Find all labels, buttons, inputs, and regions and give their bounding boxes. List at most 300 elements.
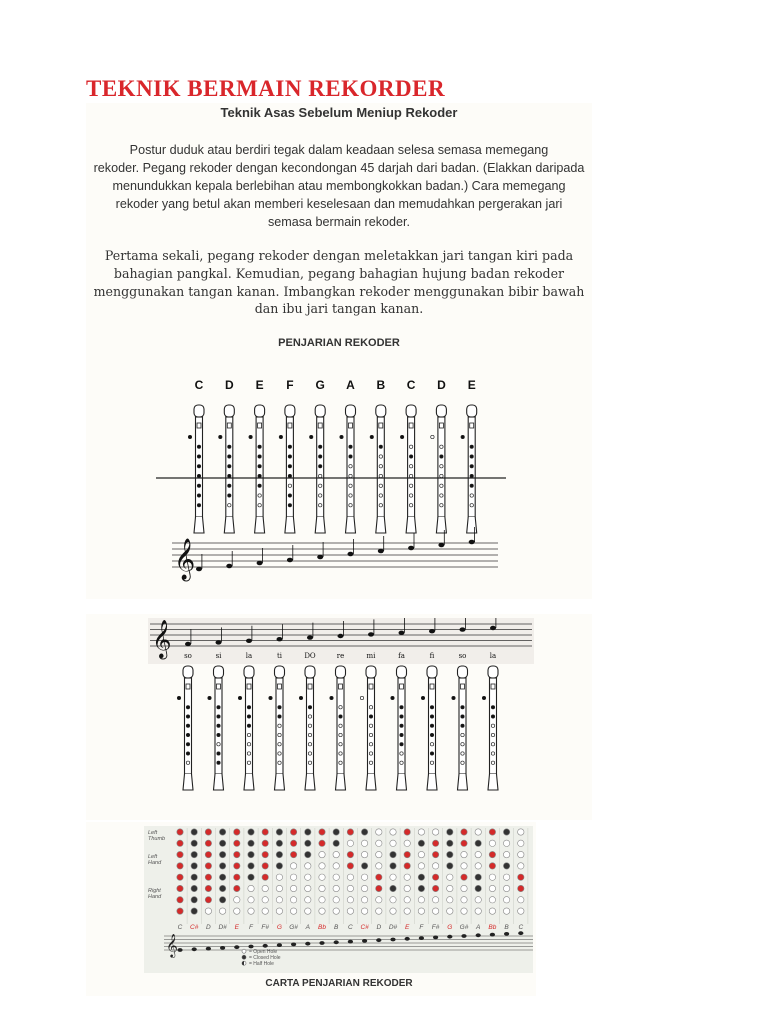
paragraph-line: Pertama sekali, pegang rekoder dengan meletakkan jari tangan kiri pada xyxy=(104,248,574,263)
recorder-icon xyxy=(421,666,437,790)
solfa-label: so xyxy=(458,652,467,660)
closed-hole xyxy=(333,840,339,846)
music-note xyxy=(518,931,523,935)
closed-hole xyxy=(491,715,494,718)
music-note xyxy=(277,943,282,947)
open-hole xyxy=(319,474,322,477)
closed-hole xyxy=(333,829,339,835)
open-hole xyxy=(290,885,296,891)
music-note xyxy=(390,938,395,942)
open-hole xyxy=(319,484,322,487)
closed-hole xyxy=(430,706,433,709)
recorder-icon xyxy=(461,405,477,533)
closed-hole xyxy=(518,885,524,891)
recorder-icon xyxy=(177,666,193,790)
open-hole xyxy=(430,761,433,764)
open-hole xyxy=(349,504,352,507)
open-hole xyxy=(376,840,382,846)
closed-hole xyxy=(205,840,211,846)
open-hole xyxy=(333,897,339,903)
open-hole xyxy=(418,908,424,914)
closed-hole xyxy=(228,465,231,468)
open-hole xyxy=(489,840,495,846)
fingering-chart-full xyxy=(144,826,533,973)
open-hole xyxy=(390,897,396,903)
open-hole xyxy=(461,851,467,857)
closed-hole xyxy=(219,897,225,903)
open-hole xyxy=(333,908,339,914)
open-hole xyxy=(430,743,433,746)
closed-hole xyxy=(177,696,180,699)
open-hole xyxy=(376,897,382,903)
open-hole xyxy=(390,874,396,880)
open-hole xyxy=(217,743,220,746)
music-note xyxy=(405,937,410,941)
closed-hole xyxy=(186,715,189,718)
music-note xyxy=(504,932,509,936)
closed-hole xyxy=(305,829,311,835)
closed-hole xyxy=(319,840,325,846)
closed-hole xyxy=(197,484,200,487)
open-hole xyxy=(431,435,434,438)
open-hole xyxy=(369,761,372,764)
closed-hole xyxy=(432,840,438,846)
closed-hole xyxy=(489,863,495,869)
recorder-icon xyxy=(482,666,498,790)
open-hole xyxy=(278,752,281,755)
closed-hole xyxy=(288,445,291,448)
closed-hole xyxy=(191,885,197,891)
closed-hole xyxy=(205,885,211,891)
closed-hole xyxy=(290,840,296,846)
closed-hole xyxy=(470,484,473,487)
open-hole xyxy=(409,484,412,487)
open-hole xyxy=(461,908,467,914)
closed-hole xyxy=(186,752,189,755)
open-hole xyxy=(432,897,438,903)
open-hole xyxy=(503,874,509,880)
music-note xyxy=(291,943,296,947)
closed-hole xyxy=(400,724,403,727)
open-hole xyxy=(503,885,509,891)
closed-hole xyxy=(219,829,225,835)
open-hole xyxy=(489,885,495,891)
open-hole xyxy=(376,851,382,857)
music-note xyxy=(248,945,253,949)
open-hole xyxy=(308,761,311,764)
closed-hole xyxy=(288,474,291,477)
open-hole xyxy=(276,908,282,914)
open-hole xyxy=(339,706,342,709)
closed-hole xyxy=(191,908,197,914)
open-hole xyxy=(369,706,372,709)
closed-hole xyxy=(390,885,396,891)
closed-hole xyxy=(219,851,225,857)
note-name: G xyxy=(447,924,453,931)
music-note xyxy=(460,627,466,631)
closed-hole xyxy=(447,840,453,846)
closed-hole xyxy=(228,455,231,458)
closed-hole xyxy=(470,474,473,477)
open-hole xyxy=(491,733,494,736)
open-hole xyxy=(447,874,453,880)
open-hole xyxy=(404,885,410,891)
closed-hole xyxy=(205,874,211,880)
closed-hole xyxy=(177,885,183,891)
open-hole xyxy=(518,851,524,857)
music-note xyxy=(447,935,452,939)
open-hole xyxy=(290,908,296,914)
music-note xyxy=(185,642,191,646)
closed-hole xyxy=(432,851,438,857)
open-hole xyxy=(379,494,382,497)
open-hole xyxy=(347,885,353,891)
recorder-icon xyxy=(279,405,295,533)
music-note xyxy=(317,555,323,560)
paragraph-line: dan ibu jari tangan kanan. xyxy=(254,301,424,317)
music-note xyxy=(378,549,384,554)
open-hole xyxy=(349,465,352,468)
closed-hole xyxy=(475,885,481,891)
closed-hole xyxy=(390,851,396,857)
recorder-icon xyxy=(431,405,447,533)
closed-hole xyxy=(186,733,189,736)
closed-hole xyxy=(369,715,372,718)
section-heading: PENJARIAN REKODER xyxy=(278,337,400,349)
closed-hole xyxy=(489,829,495,835)
open-hole-icon xyxy=(242,949,246,953)
closed-hole xyxy=(404,863,410,869)
note-name: G# xyxy=(289,924,298,931)
closed-hole xyxy=(475,840,481,846)
open-hole xyxy=(440,504,443,507)
paragraph-posture xyxy=(86,141,592,231)
open-hole xyxy=(409,465,412,468)
open-hole xyxy=(361,908,367,914)
music-note xyxy=(338,634,344,638)
paragraph-line: Postur duduk atau berdiri tegak dalam keadaan selesa semasa memegang xyxy=(129,143,549,157)
music-note xyxy=(196,567,202,572)
open-hole xyxy=(262,908,268,914)
closed-hole xyxy=(461,829,467,835)
music-note xyxy=(334,940,339,944)
open-hole xyxy=(361,874,367,880)
open-hole xyxy=(333,863,339,869)
note-name: B xyxy=(504,924,509,931)
treble-clef-icon: 𝄞 xyxy=(166,933,178,957)
paragraph-holding xyxy=(86,247,592,318)
open-hole xyxy=(404,897,410,903)
music-note xyxy=(206,947,211,951)
closed-hole xyxy=(290,829,296,835)
closed-hole xyxy=(319,455,322,458)
open-hole xyxy=(432,863,438,869)
music-note xyxy=(307,635,313,639)
open-hole xyxy=(319,908,325,914)
open-hole xyxy=(339,724,342,727)
solfa-label: la xyxy=(245,652,253,660)
closed-hole xyxy=(390,863,396,869)
open-hole xyxy=(440,484,443,487)
open-hole xyxy=(461,885,467,891)
note-name: F# xyxy=(261,924,269,931)
closed-hole xyxy=(347,863,353,869)
open-hole xyxy=(461,733,464,736)
closed-hole xyxy=(247,715,250,718)
closed-hole xyxy=(205,897,211,903)
closed-hole xyxy=(276,829,282,835)
closed-hole xyxy=(228,484,231,487)
closed-hole xyxy=(191,851,197,857)
closed-hole xyxy=(247,724,250,727)
open-hole xyxy=(228,504,231,507)
open-hole xyxy=(290,874,296,880)
open-hole xyxy=(409,494,412,497)
note-label: C xyxy=(194,378,204,392)
note-name: G# xyxy=(459,924,469,931)
open-hole xyxy=(379,484,382,487)
closed-hole xyxy=(400,706,403,709)
treble-clef-icon: 𝄞 xyxy=(152,619,172,658)
music-note xyxy=(192,947,197,951)
open-hole xyxy=(319,504,322,507)
closed-hole xyxy=(234,851,240,857)
row-label: Left xyxy=(148,854,158,860)
closed-hole xyxy=(276,863,282,869)
open-hole xyxy=(278,733,281,736)
closed-hole xyxy=(452,696,455,699)
open-hole xyxy=(390,908,396,914)
music-note xyxy=(226,564,232,569)
closed-hole xyxy=(219,435,222,438)
open-hole xyxy=(461,897,467,903)
open-hole xyxy=(461,863,467,869)
open-hole xyxy=(475,851,481,857)
closed-hole xyxy=(379,445,382,448)
closed-hole xyxy=(278,706,281,709)
music-note xyxy=(461,934,466,938)
legend-label: = Closed Hole xyxy=(249,955,281,961)
music-note xyxy=(419,936,424,940)
closed-hole xyxy=(217,752,220,755)
closed-hole xyxy=(440,455,443,458)
closed-hole xyxy=(276,851,282,857)
music-note xyxy=(257,561,263,566)
open-hole xyxy=(234,908,240,914)
open-hole xyxy=(319,494,322,497)
open-hole xyxy=(404,908,410,914)
closed-hole xyxy=(247,706,250,709)
open-hole xyxy=(276,874,282,880)
open-hole xyxy=(461,752,464,755)
open-hole xyxy=(333,874,339,880)
note-name: C xyxy=(518,924,524,931)
closed-hole xyxy=(197,474,200,477)
closed-hole xyxy=(430,733,433,736)
closed-hole xyxy=(461,706,464,709)
closed-hole xyxy=(228,445,231,448)
row-label: Right xyxy=(148,888,161,894)
closed-hole xyxy=(418,885,424,891)
closed-hole xyxy=(299,696,302,699)
paragraph-line: semasa bermain rekoder. xyxy=(267,215,411,230)
closed-hole xyxy=(262,851,268,857)
solfa-label: la xyxy=(489,652,497,660)
open-hole xyxy=(518,863,524,869)
closed-hole xyxy=(447,829,453,835)
closed-hole xyxy=(305,840,311,846)
music-note xyxy=(362,939,367,943)
closed-hole xyxy=(186,724,189,727)
open-hole xyxy=(361,851,367,857)
recorder-icon xyxy=(238,666,254,790)
open-hole xyxy=(347,840,353,846)
closed-hole xyxy=(278,715,281,718)
closed-hole xyxy=(518,874,524,880)
row-label: Left xyxy=(148,830,158,836)
paragraph-line: rekoder. Pegang rekoder dengan kecondongan 45 darjah dari badan. (Elakkan daripada xyxy=(93,161,585,176)
open-hole xyxy=(349,494,352,497)
open-hole xyxy=(475,897,481,903)
open-hole xyxy=(390,840,396,846)
open-hole xyxy=(390,829,396,835)
open-hole xyxy=(290,897,296,903)
open-hole xyxy=(234,897,240,903)
closed-hole xyxy=(258,474,261,477)
open-hole xyxy=(258,494,261,497)
closed-hole xyxy=(177,840,183,846)
open-hole xyxy=(376,829,382,835)
open-hole xyxy=(404,874,410,880)
closed-hole xyxy=(217,724,220,727)
open-hole xyxy=(447,897,453,903)
recorder-icon xyxy=(452,666,468,790)
fingering-figure-notes xyxy=(146,367,530,585)
closed-hole xyxy=(503,863,509,869)
row-label: Hand xyxy=(148,860,162,866)
closed-hole xyxy=(177,908,183,914)
music-note xyxy=(348,552,354,557)
closed-hole xyxy=(219,885,225,891)
music-note xyxy=(246,639,252,643)
open-hole xyxy=(186,761,189,764)
closed-hole xyxy=(248,829,254,835)
music-note xyxy=(399,631,405,635)
open-hole xyxy=(247,743,250,746)
solfa-label: si xyxy=(215,652,222,660)
recorder-icon xyxy=(310,405,326,533)
closed-hole xyxy=(258,465,261,468)
closed-hole xyxy=(191,863,197,869)
open-hole xyxy=(339,761,342,764)
open-hole xyxy=(475,863,481,869)
open-hole xyxy=(491,752,494,755)
open-hole xyxy=(361,885,367,891)
closed-hole xyxy=(234,829,240,835)
row-label: Hand xyxy=(148,894,162,900)
closed-hole-icon xyxy=(242,955,246,959)
open-hole xyxy=(247,752,250,755)
note-label: B xyxy=(376,378,386,392)
closed-hole xyxy=(197,445,200,448)
open-hole xyxy=(308,752,311,755)
open-hole xyxy=(447,908,453,914)
closed-hole xyxy=(258,445,261,448)
recorder-icon xyxy=(299,666,315,790)
closed-hole xyxy=(262,863,268,869)
closed-hole xyxy=(432,885,438,891)
open-hole xyxy=(489,908,495,914)
closed-hole xyxy=(319,465,322,468)
open-hole xyxy=(379,455,382,458)
closed-hole xyxy=(319,445,322,448)
open-hole xyxy=(305,897,311,903)
open-hole xyxy=(360,696,363,699)
closed-hole xyxy=(461,874,467,880)
open-hole xyxy=(440,465,443,468)
music-note xyxy=(319,941,324,945)
open-hole xyxy=(347,897,353,903)
note-name: E xyxy=(405,924,410,931)
closed-hole xyxy=(349,455,352,458)
closed-hole xyxy=(391,696,394,699)
music-note xyxy=(277,637,283,641)
open-hole xyxy=(308,715,311,718)
music-note xyxy=(429,629,435,633)
recorder-icon xyxy=(249,405,265,533)
open-hole xyxy=(489,874,495,880)
closed-hole xyxy=(205,863,211,869)
closed-hole xyxy=(234,885,240,891)
open-hole xyxy=(347,874,353,880)
note-name: Bb xyxy=(488,924,497,931)
open-hole xyxy=(369,752,372,755)
open-hole xyxy=(308,724,311,727)
closed-hole xyxy=(234,874,240,880)
closed-hole xyxy=(258,484,261,487)
closed-hole xyxy=(234,840,240,846)
closed-hole xyxy=(262,874,268,880)
note-name: F xyxy=(249,924,253,931)
closed-hole xyxy=(376,885,382,891)
closed-hole xyxy=(349,445,352,448)
open-hole xyxy=(379,504,382,507)
recorder-icon xyxy=(391,666,407,790)
open-hole xyxy=(400,761,403,764)
legend-label: = Half Hole xyxy=(249,961,274,967)
closed-hole xyxy=(288,455,291,458)
open-hole xyxy=(258,504,261,507)
open-hole xyxy=(248,885,254,891)
paragraph-line: menggunakan tangan kanan. Imbangkan rekoder menggunakan bibir bawah xyxy=(93,283,585,299)
open-hole xyxy=(379,474,382,477)
music-note xyxy=(408,546,414,551)
closed-hole xyxy=(248,840,254,846)
closed-hole xyxy=(248,851,254,857)
note-name: D xyxy=(206,924,211,931)
open-hole xyxy=(518,897,524,903)
open-hole xyxy=(400,752,403,755)
closed-hole xyxy=(461,724,464,727)
open-hole xyxy=(290,863,296,869)
open-hole xyxy=(319,863,325,869)
closed-hole xyxy=(191,840,197,846)
closed-hole xyxy=(447,851,453,857)
closed-hole xyxy=(430,724,433,727)
closed-hole xyxy=(217,715,220,718)
music-note xyxy=(438,543,444,548)
closed-hole xyxy=(279,435,282,438)
